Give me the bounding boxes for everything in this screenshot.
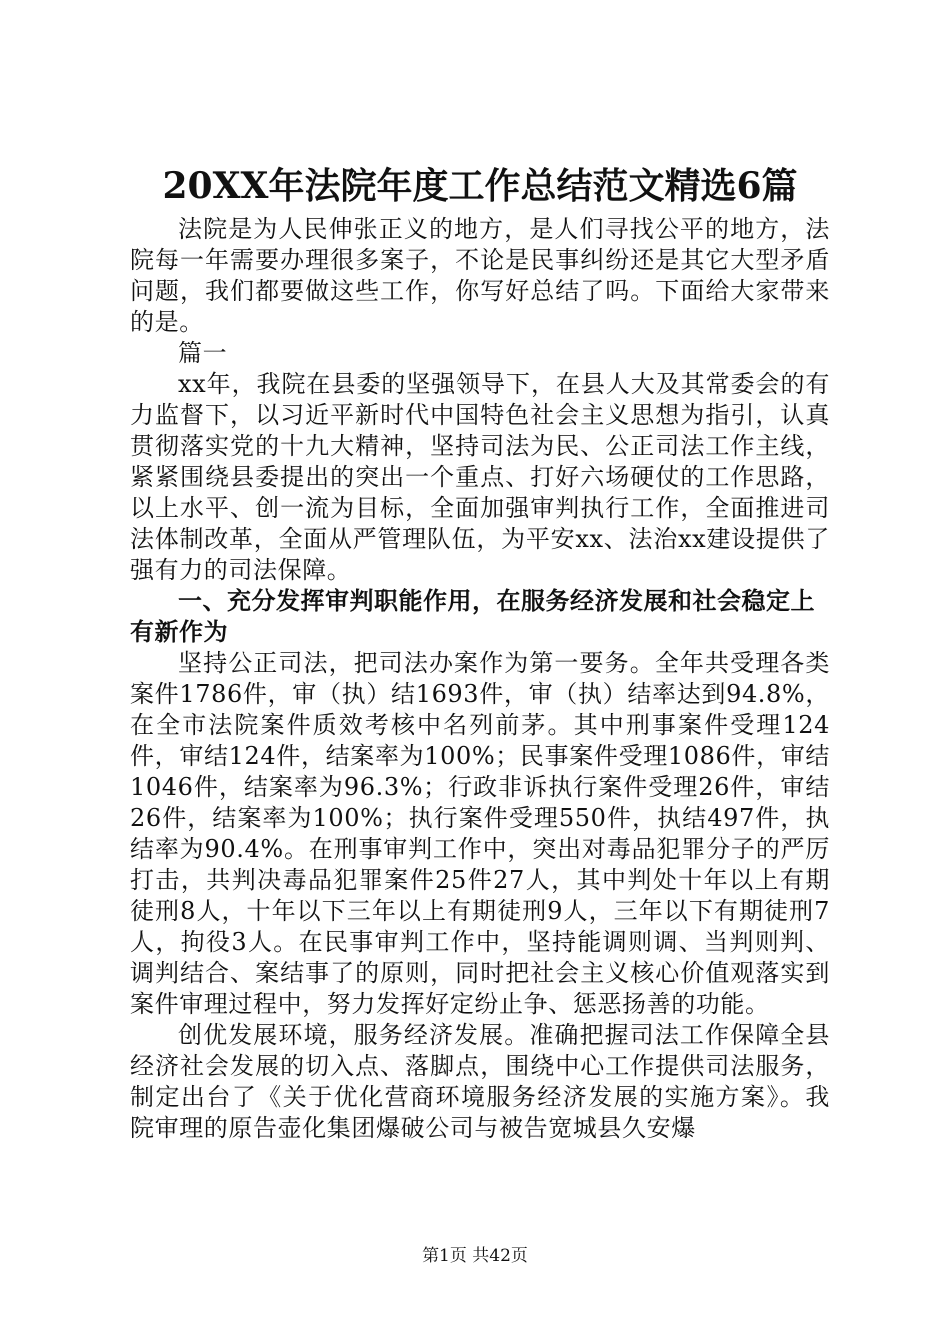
body-paragraph-justice: 坚持公正司法，把司法办案作为第一要务。全年共受理各类案件1786件，审（执）结1693件，审（执）结率达到94.8%，在全市法院案件质效考核中名列前茅。其中刑事案件受理124件，审结124件，结案率为100%；民事案件受理1086件，审结1046件，结案率为96.3%；行政非诉执行案件受理26件，审结26件，结案率为100%；执行案件受理550件，执结497件，执结率为90.4%。在刑事审判工作中，突出对毒品犯罪分子的严厉打击，共判决毒品犯罪案件25件27人，其中判处十年以上有期徒刑8人，十年以下三年以上有期徒刑9人，三年以下有期徒刑7人，拘役3人。在民事审判工作中，坚持能调则调、当判则判、调判结合、案结事了的原则，同时把社会主义核心价值观落实到案件审理过程中，努力发挥好定纷止争、惩恶扬善的功能。 [130, 649, 830, 1018]
section-heading: 一、充分发挥审判职能作用，在服务经济发展和社会稳定上有新作为 [130, 587, 815, 646]
document-page [130, 160, 830, 1144]
chapter-label: 篇一 [178, 339, 228, 367]
page-footer: 第1页 共42页 [422, 1246, 528, 1266]
document-title: 20XX年法院年度工作总结范文精选6篇 [162, 165, 798, 207]
body-paragraph-environment: 创优发展环境，服务经济发展。准确把握司法工作保障全县经济社会发展的切入点、落脚点，围绕中心工作提供司法服务，制定出台了《关于优化营商环境服务经济发展的实施方案》。我院审理的原告壶化集团爆破公司与被告宽城县久安爆 [130, 1021, 830, 1142]
overview-paragraph: xx年，我院在县委的坚强领导下，在县人大及其常委会的有力监督下，以习近平新时代中国特色社会主义思想为指引，认真贯彻落实党的十九大精神，坚持司法为民、公正司法工作主线，紧紧围绕县委提出的突出一个重点、打好六场硬仗的工作思路，以上水平、创一流为目标，全面加强审判执行工作，全面推进司法体制改革，全面从严管理队伍，为平安xx、法治xx建设提供了强有力的司法保障。 [130, 370, 830, 584]
intro-paragraph: 法院是为人民伸张正义的地方，是人们寻找公平的地方，法院每一年需要办理很多案子，不论是民事纠纷还是其它大型矛盾问题，我们都要做这些工作，你写好总结了吗。下面给大家带来的是。 [130, 215, 830, 336]
